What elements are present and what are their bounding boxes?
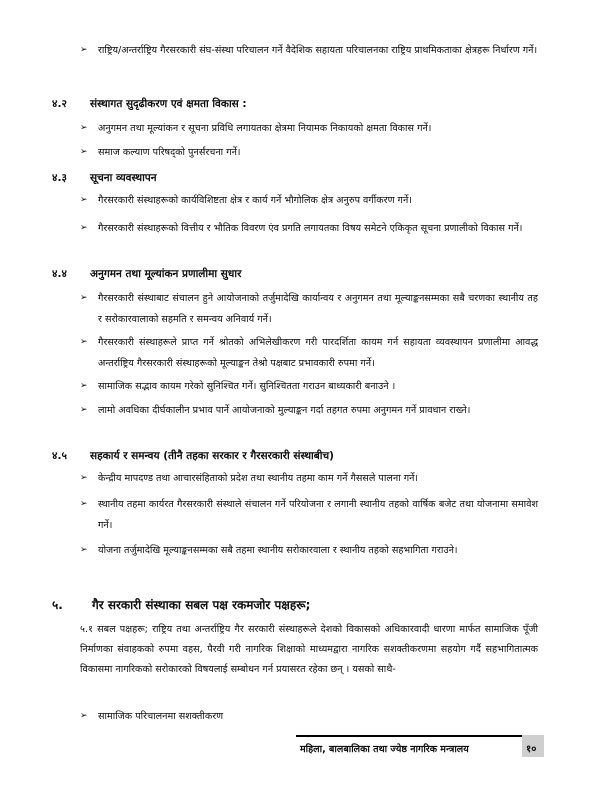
bullet-text: सामाजिक सद्भाव कायम गरेको सुनिश्चित गर्ने। सुनिश्चितता गराउन बाध्यकारी बनाउने । [98,381,396,392]
section-title: सहकार्य र समन्वय (तीनै तहका सरकार र गैरसरकारी संस्थाबीच) [90,450,334,462]
section-heading-4-5 [52,446,334,466]
arrow-icon: ➢ [80,473,88,483]
section-title: संस्थागत सुदृढीकरण एवं क्षमता विकास : [90,98,247,110]
bullet-text: योजना तर्जुमादेखि मूल्याङ्कनसम्मका सबै तहमा स्थानीय सरोकारवाला र स्थानीय तहको सहभागिता गराउने। [98,545,458,556]
bullet-text: केन्द्रीय मापदण्ड तथा आचारसंहिताको प्रदेश तथा स्थानीय तहमा काम गर्ने गैससले पालना गर्ने। [98,473,419,484]
bullet-text: गैरसरकारी संस्थाहरूको वित्तीय र भौतिक विवरण एंव प्रगति लगायतका विषय समेटने एकिकृत सूचना प्रणालीको विकास गर्ने। [98,223,523,234]
bullet-text: स्थानीय तहमा कार्यरत गैरसरकारी संस्थाले संचालन गर्ने परियोजना र लगानी स्थानीय तहको वार्षिक बजेट तथा योजनामा समावेश गर्ने। [98,499,538,531]
arrow-icon: ➢ [80,45,88,55]
arrow-icon: ➢ [80,293,88,303]
arrow-icon: ➢ [80,223,88,233]
bullet-4-3-1 [80,190,538,211]
section-heading-4-2 [52,94,247,114]
arrow-icon: ➢ [80,545,88,555]
paragraph-5-1: ५.१ सबल पक्षहरू; राष्ट्रिय तथा अन्तर्राष्ट्रिय गैर सरकारी संस्थाहरूले देशको विकासको अधिकारवादी धारणा मार्फत सामाजिक पूँजी निर्माणका संवाहकको रुपमा वहस, पैरवी गरी नागरिक शिक्षाको माध्यमद्वारा नागरिक सशक्तीकरणमा सहयोग गर्दै सहभागितात्मक विकासमा नागरिकको सरोकारको विषयलाई सम्बोधन गर्न प्रयासरत रहेका छन् । यसको साथै- [80,624,538,675]
bullet-text: गैरसरकारी संस्थाहरूको कार्यविशिष्टता क्षेत्र र कार्य गर्ने भौगोलिक क्षेत्र अनुरुप वर्गीकरण गर्ने। [98,195,412,206]
bullet-4-4-4 [80,400,538,421]
section-number: ४.५ [52,450,67,462]
bullet-text: गैरसरकारी संस्थाहरूले प्राप्त गर्ने श्रोतको अभिलेखीकरण गरी पारदर्शिता कायम गर्न सहायता व्यवस्थापन प्रणालीमा आवद्ध अन्तर्राष्ट्रिय गैरसरकारी संस्थाहरूको मूल्याङ्कन तेश्रो पक्षबाट प्रभावकारी रुपमा गर्ने। [98,337,538,369]
section-title: गैर सरकारी संस्थाका सबल पक्ष रकमजोर पक्षहरू; [92,598,311,612]
arrow-icon: ➢ [80,405,88,415]
bullet-4-4-1 [80,288,538,330]
bullet-text: अनुगमन तथा मूल्यांकन र सूचना प्रविधि लगायतका क्षेत्रमा नियामक निकायको क्षमता विकास गर्ने। [98,123,432,134]
section-title: सूचना व्यवस्थापन [90,172,157,184]
arrow-icon: ➢ [80,381,88,391]
bullet-text: राष्ट्रिय/अन्तर्राष्ट्रिय गैरसरकारी संघ-संस्था परिचालन गर्ने वैदेशिक सहायता परिचालनका राष्ट्रिय प्राथमिकताका क्षेत्रहरू निर्धारण गर्ने। [98,45,538,56]
section-number: ४.४ [52,268,67,280]
footer-rule [296,735,544,737]
arrow-icon: ➢ [80,711,88,721]
bullet-4-4-3 [80,376,538,397]
section-title: अनुगमन तथा मूल्यांकन प्रणालीमा सुधार [90,268,242,280]
section-heading-4-4 [52,264,241,284]
arrow-icon: ➢ [80,195,88,205]
bullet-5-1 [80,706,538,727]
section-heading-4-3 [52,168,157,188]
footer-ministry: महिला, बालबालिका तथा ज्येष्ठ नागरिक मन्त्रालय [300,744,469,755]
section-heading-5 [52,594,310,616]
bullet-text: सामाजिक परिचालनमा सशक्तीकरण [98,711,224,722]
bullet-4-5-1 [80,468,538,489]
section-number: ५. [52,598,63,612]
bullet-text: लामो अवधिका दीर्घकालीन प्रभाव पार्ने आयोजनाको मुल्याङ्कन गर्दा तहगत रुपमा अनुगमन गर्ने प्रावधान राख्ने। [98,405,471,416]
arrow-icon: ➢ [80,499,88,509]
bullet-4-5-2 [80,494,538,536]
bullet-text: गैरसरकारी संस्थाबाट संचालन हुने आयोजनाको तर्जुमादेखि कार्यान्वय र अनुगमन तथा मूल्याङ्कनसम्मका सबै चरणका स्थानीय तह र सरोकारवालाको सहमति र समन्वय अनिवार्य गर्ने। [98,293,538,325]
bullet-4-3-2 [80,218,538,239]
bullet-4-4-2 [80,332,538,374]
bullet-4-2-1 [80,118,538,139]
bullet-text: समाज कल्याण परिषद्को पुनर्संरचना गर्ने। [98,147,241,158]
page-number: १० [526,744,537,755]
arrow-icon: ➢ [80,147,88,157]
bullet-top [80,40,538,61]
section-number: ४.३ [52,172,67,184]
section-number: ४.२ [52,98,67,110]
arrow-icon: ➢ [80,337,88,347]
bullet-4-2-2 [80,142,538,163]
bullet-4-5-3 [80,540,538,561]
arrow-icon: ➢ [80,123,88,133]
